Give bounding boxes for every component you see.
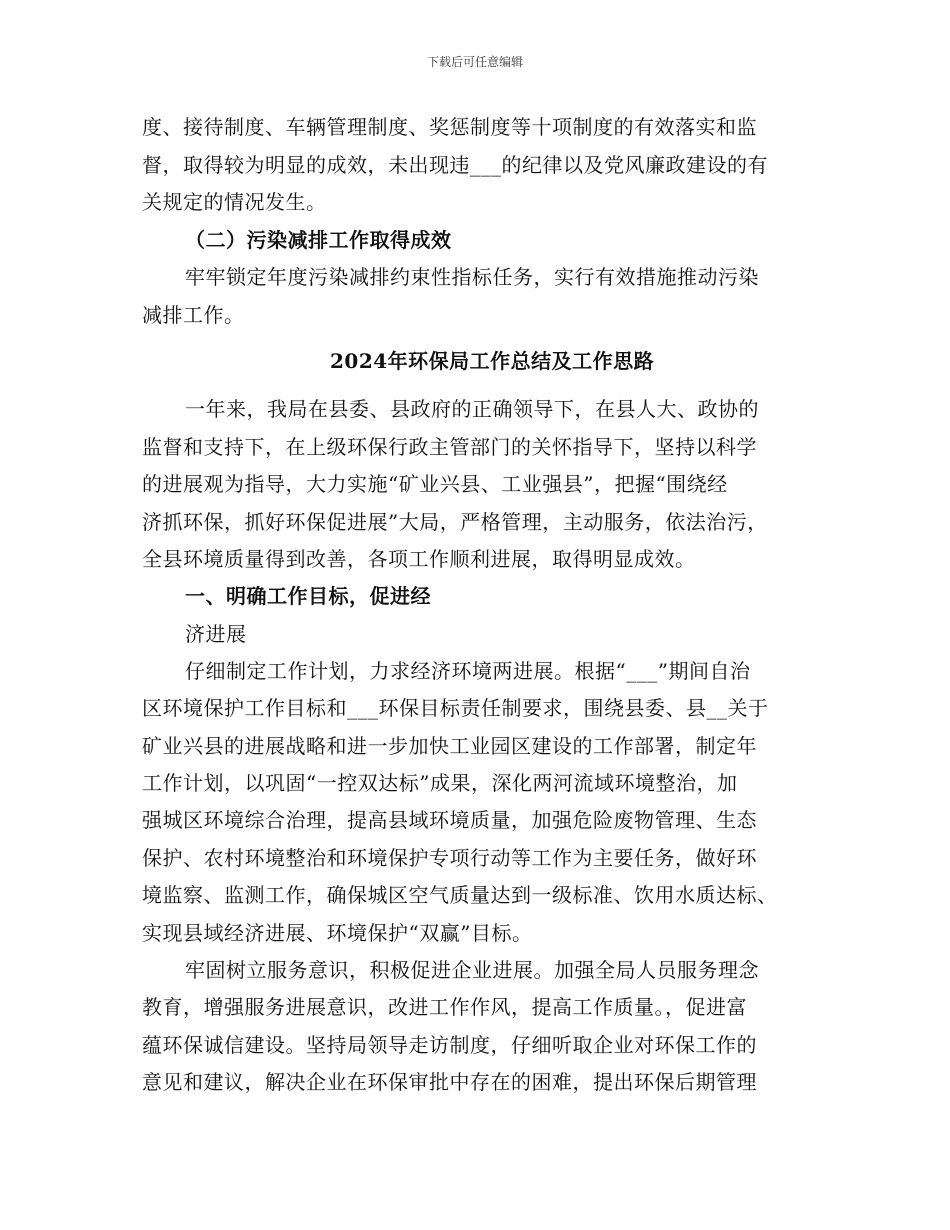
- paragraph-line: 督，取得较为明显的成效，未出现违___的纪律以及党风廉政建设的有: [142, 153, 768, 177]
- paragraph-line: 实现县域经济进展、环境保护“双赢”目标。: [142, 921, 533, 945]
- document-title: 2024年环保局工作总结及工作思路: [330, 349, 655, 373]
- paragraph-line: 的进展观为指导，大力实施“矿业兴县、工业强县”，把握“围绕经: [142, 472, 728, 496]
- paragraph-line: 一年来，我局在县委、县政府的正确领导下，在县人大、政协的: [185, 397, 759, 421]
- paragraph-line: 境监察、监测工作，确保城区空气质量达到一级标准、饮用水质达标、: [142, 883, 778, 907]
- paragraph-line: 关规定的情况发生。: [142, 190, 327, 214]
- page-header-note: 下载后可任意编辑: [426, 55, 523, 69]
- paragraph-line: 济抓环保，抓好环保促进展”大局，严格管理，主动服务，依法治污，: [142, 510, 768, 534]
- paragraph-line: 保护、农村环境整治和环境保护专项行动等工作为主要任务，做好环: [142, 846, 757, 870]
- paragraph-line: 教育，增强服务进展意识，改进工作作风，提高工作质量。，促进富: [142, 995, 747, 1019]
- paragraph-line: 减排工作。: [142, 303, 245, 327]
- section-heading: （二）污染减排工作取得成效: [185, 228, 452, 252]
- paragraph-line: 蕴环保诚信建设。坚持局领导走访制度，仔细听取企业对环保工作的: [142, 1033, 757, 1057]
- paragraph-line: 工作计划，以巩固“一控双达标”成果，深化两河流域环境整治，加: [142, 771, 738, 795]
- paragraph-line: 区环境保护工作目标和___环保目标责任制要求，围绕县委、县__关于: [142, 696, 769, 720]
- section-heading: 一、明确工作目标，促进经: [185, 584, 431, 608]
- paragraph-line: 仔细制定工作计划，力求经济环境两进展。根据“___”期间自治: [185, 659, 751, 683]
- paragraph-line: 牢固树立服务意识，积极促进企业进展。加强全局人员服务理念: [185, 958, 759, 982]
- paragraph-line: 度、接待制度、车辆管理制度、奖惩制度等十项制度的有效落实和监: [142, 115, 757, 139]
- paragraph-line: 全县环境质量得到改善，各项工作顺利进展，取得明显成效。: [142, 547, 696, 571]
- paragraph-line: 监督和支持下，在上级环保行政主管部门的关怀指导下，坚持以科学: [142, 435, 757, 459]
- paragraph-line: 牢牢锁定年度污染减排约束性指标任务，实行有效措施推动污染: [185, 265, 759, 289]
- paragraph-line: 济进展: [185, 622, 247, 646]
- paragraph-line: 意见和建议，解决企业在环保审批中存在的困难，提出环保后期管理: [142, 1070, 757, 1094]
- paragraph-line: 强城区环境综合治理，提高县域环境质量，加强危险废物管理、生态: [142, 808, 757, 832]
- paragraph-line: 矿业兴县的进展战略和进一步加快工业园区建设的工作部署，制定年: [142, 734, 757, 758]
